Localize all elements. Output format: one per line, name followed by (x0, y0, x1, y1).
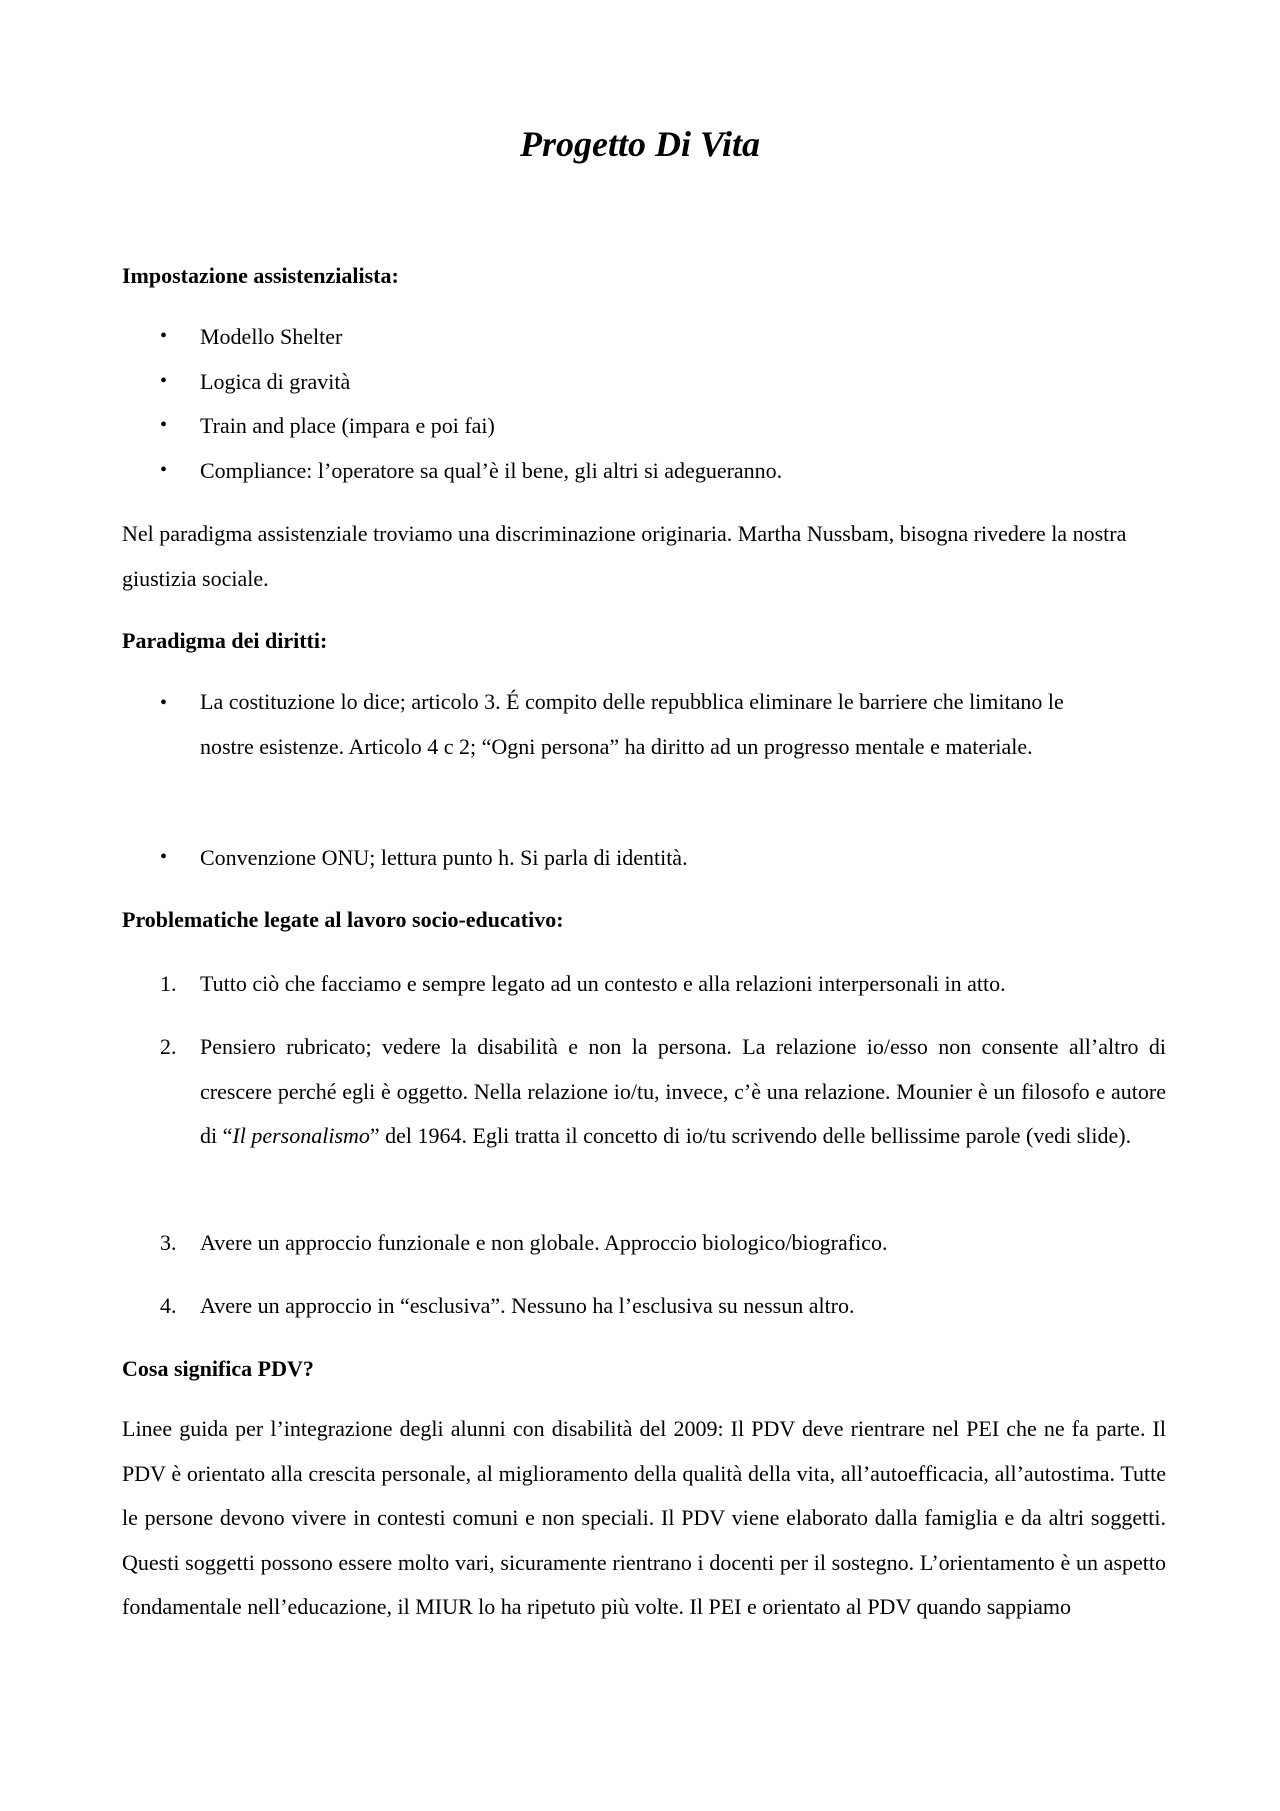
document-title: Progetto Di Vita (519, 124, 760, 164)
list-number: 2. (160, 1034, 177, 1059)
paragraph-assistenziale: Nel paradigma assistenziale troviamo una discriminazione originaria. Martha Nussbam, bisogna rivedere la nostra giustizia sociale. (122, 521, 1127, 591)
numbered-item: Avere un approccio funzionale e non globale. Approccio biologico/biografico. (200, 1230, 888, 1255)
numbered-item (200, 1025, 1166, 1159)
bullet-icon: • (160, 846, 168, 868)
list-number: 4. (160, 1293, 177, 1318)
list-number: 1. (160, 971, 177, 996)
bullet-icon: • (160, 325, 168, 347)
paragraph-pdv: Linee guida per l’integrazione degli alunni con disabilità del 2009: Il PDV deve rientrare nel PEI che ne fa parte. Il PDV è orientato alla crescita personale, al miglioramento della qualità della vita, all’autoefficacia, all’autostima. Tutte le persone devono vivere in contesti comuni e non speciali. Il PDV viene elaborato dalla famiglia e da altri soggetti. Questi soggetti possono essere molto vari, sicuramente rientrano i docenti per il sostegno. L’orientamento è un aspetto fondamentale nell’educazione, il MIUR lo ha ripetuto più volte. Il PEI e orientato al PDV quando sappiamo (122, 1416, 1166, 1619)
item-text: ” del 1964. Egli tratta il concetto di io/tu scrivendo delle bellissime parole (vedi slide). (369, 1123, 1132, 1148)
list-item: La costituzione lo dice; articolo 3. É compito delle repubblica eliminare le barriere che limitano le nostre esistenze. Articolo 4 c 2; “Ogni persona” ha diritto ad un progresso mentale e materiale. (200, 689, 1064, 759)
section-heading-impostazione: Impostazione assistenzialista: (122, 263, 399, 288)
numbered-item: Avere un approccio in “esclusiva”. Nessuno ha l’esclusiva su nessun altro. (200, 1293, 855, 1318)
section-heading-pdv: Cosa significa PDV? (122, 1356, 314, 1381)
list-item: Logica di gravità (200, 369, 351, 394)
bullet-icon: • (160, 459, 168, 481)
numbered-item: Tutto ciò che facciamo e sempre legato ad un contesto e alla relazioni interpersonali in atto. (200, 971, 1006, 996)
bullet-icon: • (160, 414, 168, 436)
list-item: Compliance: l’operatore sa qual’è il bene, gli altri si adegueranno. (200, 458, 783, 483)
section-heading-problematiche: Problematiche legate al lavoro socio-educativo: (122, 907, 564, 932)
list-number: 3. (160, 1230, 177, 1255)
bullet-icon: • (160, 370, 168, 392)
book-title: Il personalismo (232, 1123, 370, 1148)
list-item: Train and place (impara e poi fai) (200, 413, 495, 438)
list-item: Modello Shelter (200, 324, 343, 349)
item-text: Pensiero rubricato; vedere la disabilità e non la persona. La relazione io/esso non consente all’altro di crescere perché egli è oggetto. Nella relazione io/tu, invece, c’è una relazione. Mounier è un filosofo e autore di “ (200, 1034, 1166, 1148)
section-heading-diritti: Paradigma dei diritti: (122, 628, 328, 653)
list-item: Convenzione ONU; lettura punto h. Si parla di identità. (200, 845, 688, 870)
bullet-icon: • (160, 692, 168, 714)
